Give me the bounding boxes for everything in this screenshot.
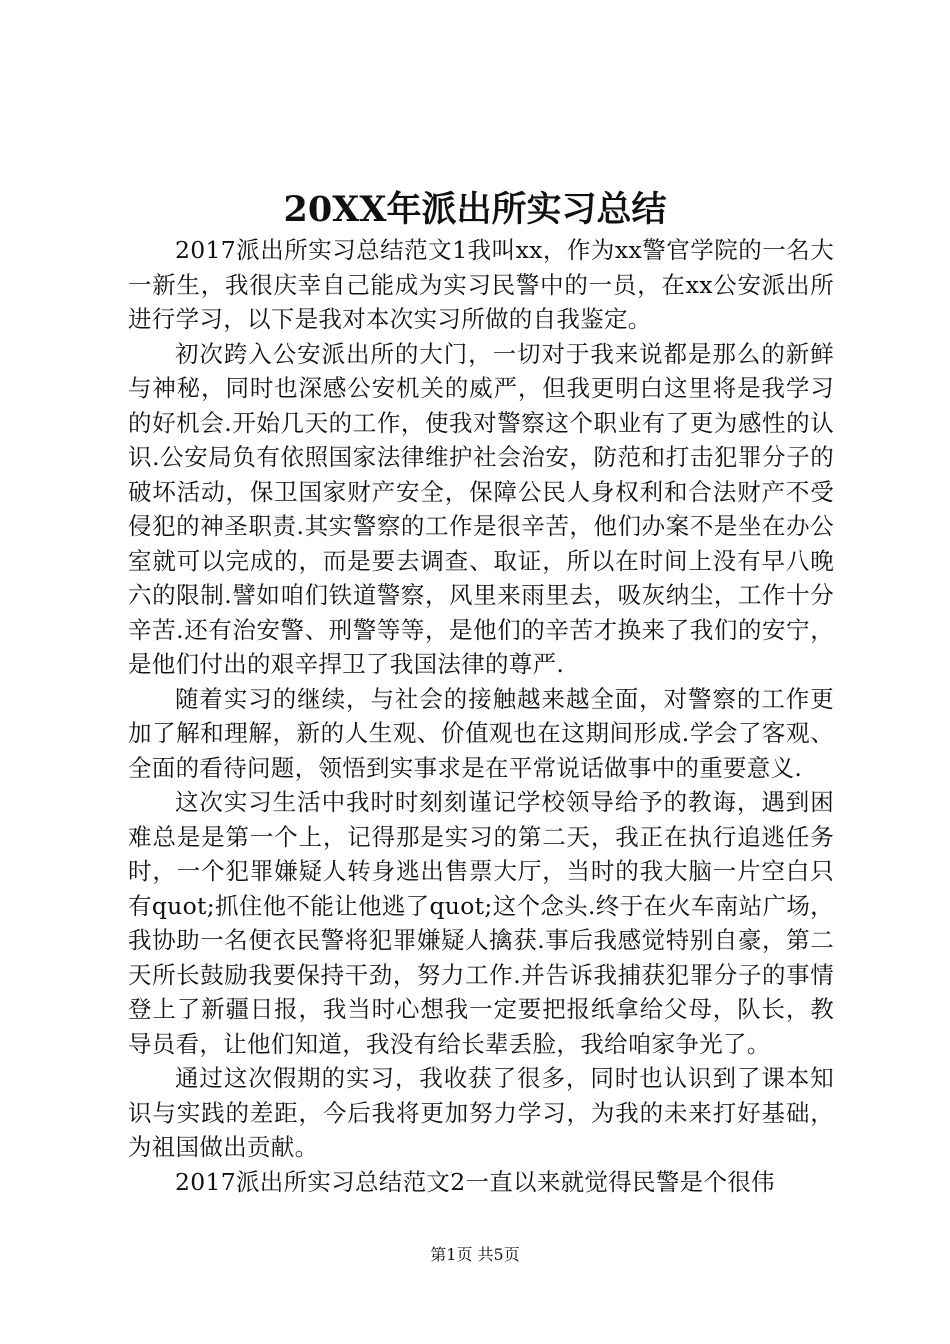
- document-title: 20XX年派出所实习总结: [283, 189, 667, 230]
- paragraph-5: 通过这次假期的实习，我收获了很多，同时也认识到了课本知识与实践的差距，今后我将更加努力学习，为我的未来打好基础，为祖国做出贡献。: [128, 1064, 834, 1161]
- paragraph-3: 随着实习的继续，与社会的接触越来越全面，对警察的工作更加了解和理解，新的人生观、价值观也在这期间形成.学会了客观、全面的看待问题，领悟到实事求是在平常说话做事中的重要意义.: [128, 684, 834, 782]
- paragraph-1: 2017派出所实习总结范文1我叫xx，作为xx警官学院的一名大一新生，我很庆幸自己能成为实习民警中的一员，在xx公安派出所进行学习，以下是我对本次实习所做的自我鉴定。: [128, 236, 834, 333]
- paragraph-2: 初次跨入公安派出所的大门，一切对于我来说都是那么的新鲜与神秘，同时也深感公安机关的威严，但我更明白这里将是我学习的好机会.开始几天的工作，使我对警察这个职业有了更为感性的认识.公安局负有依照国家法律维护社会治安，防范和打击犯罪分子的破坏活动，保卫国家财产安全，保障公民人身权利和合法财产不受侵犯的神圣职责.其实警察的工作是很辛苦，他们办案不是坐在办公室就可以完成的，而是要去调查、取证，所以在时间上没有早八晚六的限制.譬如咱们铁道警察，风里来雨里去，吸灰纳尘，工作十分辛苦.还有治安警、刑警等等，是他们的辛苦才换来了我们的安宁，是他们付出的艰辛捍卫了我国法律的尊严.: [128, 339, 834, 678]
- page-footer: 第1页 共5页: [430, 1245, 520, 1264]
- document-body: [128, 233, 834, 1199]
- paragraph-6: 2017派出所实习总结范文2一直以来就觉得民警是个很伟: [175, 1167, 775, 1196]
- paragraph-4: 这次实习生活中我时时刻刻谨记学校领导给予的教诲，遇到困难总是是第一个上，记得那是实习的第二天，我正在执行追逃任务时，一个犯罪嫌疑人转身逃出售票大厅，当时的我大脑一片空白只有quot;抓住他不能让他逃了quot;这个念头.终于在火车南站广场，我协助一名便衣民警将犯罪嫌疑人擒获.事后我感觉特别自豪，第二天所长鼓励我要保持干劲，努力工作.并告诉我捕获犯罪分子的事情登上了新疆日报，我当时心想我一定要把报纸拿给父母，队长，教导员看，让他们知道，我没有给长辈丢脸，我给咱家争光了。: [128, 788, 834, 1058]
